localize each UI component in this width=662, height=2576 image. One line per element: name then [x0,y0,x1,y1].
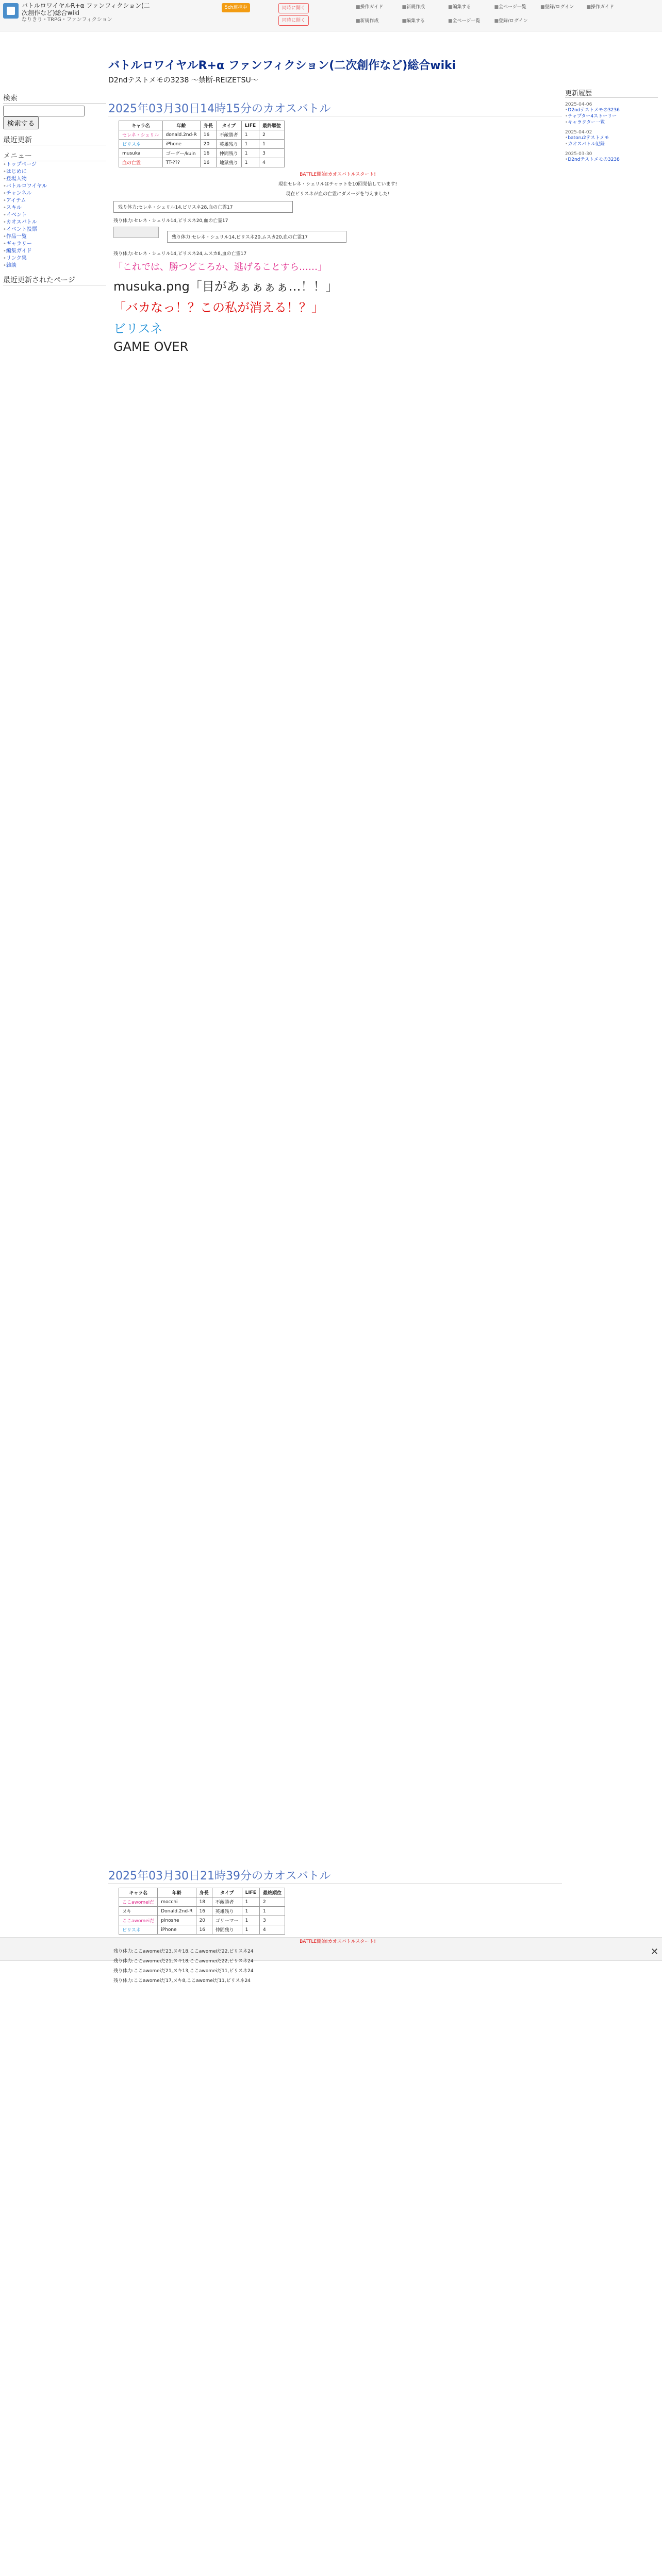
menu-item[interactable]: • カオスバトル [3,219,106,226]
table-row: ビリスネ iPhone 20 英雄残り 1 1 [119,140,285,149]
menu-item[interactable]: • バトルロワイヤル [3,183,106,190]
table-row: ここawomeiだ mocchi 18 不敵勝者 1 2 [119,1897,285,1907]
winner: ビリスネ [113,321,163,336]
menu-item[interactable]: • リンク集 [3,255,106,262]
menu-item[interactable]: • イベント投票 [3,226,106,233]
log-line: 現在ビリスネが血の亡霊にダメージを与えました! [286,192,390,197]
image-row [113,227,562,247]
game-over: GAME OVER [113,340,189,354]
menu-item[interactable]: • はじめに [3,168,106,176]
section-title: 2025年03月30日14時15分のカオスバトル [108,100,562,116]
recent-pages-header: 最近更新されたページ [3,275,106,285]
top-link[interactable]: ■ 登録/ログイン [540,3,585,10]
character-image [113,227,159,238]
recent-label: 最近更新 [3,134,106,145]
close-icon[interactable]: ✕ [651,1946,659,1957]
log-line: 現在セレネ・シェリルはチャットを10回発信しています! [278,182,398,187]
hp-line: 残り体力:ここawomeiだ17,ヌキ8,ここawomeiだ11,ビリスネ24 [113,1978,251,1984]
history-date: 2025-04-02 [565,130,592,135]
top-link[interactable]: ■ 新規作成 [356,17,400,24]
table-row: 血の亡霊 TT-??? 16 地獄残り 1 4 [119,158,285,167]
search-button[interactable]: 検索する [3,116,39,129]
left-sidebar [3,88,106,285]
history-item[interactable]: • カオスバトル記録 [565,141,658,147]
top-link[interactable]: ■ 操作ガイド [356,3,400,10]
hp-line: 残り体力:ここawomeiだ21,ヌキ18,ここawomeiだ22,ビリスネ24 [113,1959,254,1964]
event-box: 残り体力:セレネ・シェリル14,ビリスネ20,ムスカ20,血の亡霊17 [167,231,346,243]
site-title[interactable]: バトルロワイヤルR+α ファンフィクション(二次創作など)総合wiki なりきり・TRPG・ファンフィクション [22,2,150,23]
start-line: BATTLE開始!カオスバトルスタート! [300,172,376,177]
menu-item[interactable]: • ギャラリー [3,241,106,248]
hp-line: 残り体力:セレネ・シェリル14,ビリスネ24,ムスカ8,血の亡霊17 [113,251,247,257]
page-title: バトルロワイヤルR+α ファンフィクション(二次創作など)総合wiki [108,59,456,72]
menu-item[interactable]: • 登場人物 [3,176,106,183]
table-row: セレネ・シェリル donald.2nd-R 16 不敵勝者 1 2 [119,130,285,140]
hp-line: 残り体力:ここawomeiだ21,ヌキ13,ここawomeiだ11,ビリスネ24 [113,1969,254,1974]
battle-1 [108,98,562,357]
menu-item[interactable]: • スキル [3,205,106,212]
top-bar [0,0,662,31]
hp-line: 残り体力:セレネ・シェリル14,ビリスネ20,血の亡霊17 [113,218,228,224]
section-title: 2025年03月30日21時39分のカオスバトル [108,1867,562,1884]
table-row: musuka ゴーグー/kuin 16 仲間残り 1 3 [119,149,285,158]
battle-2 [108,1865,562,1987]
quote-line: 「これでは、勝つどころか、逃げることすら……」 [113,262,327,273]
table-row: ここawomeiだ pinoshe 20 ゴリーマー 1 3 [119,1916,285,1925]
table-row: ヌキ Donald.2nd-R 16 英雄残り 1 1 [119,1907,285,1916]
menu-item[interactable]: • アイテム [3,197,106,205]
history-date: 2025-04-06 [565,102,592,107]
main-content [108,57,562,85]
menu-item[interactable]: • 雑談 [3,262,106,269]
top-link[interactable]: ■ 編集する [402,17,446,24]
event-box: 残り体力:セレネ・シェリル14,ビリスネ28,血の亡霊17 [113,201,293,213]
menu-item[interactable]: • イベント [3,212,106,219]
open-button-1[interactable]: 同時に開く [278,3,309,13]
top-link[interactable]: ■ 登録/ログイン [494,17,539,24]
top-link[interactable]: ■ 操作ガイド [587,3,631,10]
history-item[interactable]: • D2ndテストメモの3238 [565,157,658,163]
character-table: キャラ名 年齢 身長 タイプ LIFE 最終順位 セレネ・シェリル donald.2nd-R 16 不敵勝者 1 2 ビリスネ iPhone 20 英雄残り 1 1 musuka ゴーグー/kuin 16 仲間残り 1 3 血の亡霊 TT-??? 16 地獄残り 1 4 [119,121,285,167]
quote-line: musuka.png「目があぁぁぁぁ…！！」 [113,279,338,294]
top-link[interactable]: ■ 全ページ一覧 [448,17,492,24]
site-logo[interactable] [3,3,19,19]
search-input[interactable] [3,106,85,116]
top-link[interactable]: ■ 新規作成 [402,3,446,10]
menu-item[interactable]: • 作品一覧 [3,233,106,241]
start-line: BATTLE開始!カオスバトルスタート! [300,1939,376,1944]
menu-item[interactable]: • チャンネル [3,190,106,197]
menu-item[interactable]: • 編集ガイド [3,248,106,255]
history-item[interactable]: • batoru2テストメモ [565,135,658,141]
history-header: 更新履歴 [565,88,658,98]
history-date: 2025-03-30 [565,151,592,157]
history-item[interactable]: • チャプター4ストーリー [565,113,658,120]
history-item[interactable]: • キャラクター一覧 [565,120,658,126]
top-link[interactable]: ■ 全ページ一覧 [494,3,539,10]
page-subtitle: D2ndテストメモの3238 〜禁断-REIZETSU〜 [108,76,258,84]
search-label: 検索 [3,93,106,104]
hp-line: 残り体力:ここawomeiだ23,ヌキ18,ここawomeiだ22,ビリスネ24 [113,1949,254,1954]
menu-header: メニュー [3,150,106,161]
quote-line: 「バカなっ！？この私が消える！？」 [113,300,324,315]
right-sidebar [565,88,658,163]
5ch-button[interactable]: 5ch連携中 [222,3,250,12]
menu-item[interactable]: • トップページ [3,161,106,168]
table-row: ビリスネ iPhone 16 仲間残り 1 4 [119,1925,285,1935]
history-item[interactable]: • D2ndテストメモの3236 [565,107,658,113]
top-link[interactable]: ■ 編集する [448,3,492,10]
open-button-2[interactable]: 同時に開く [278,15,309,26]
top-links [356,3,660,31]
character-table: キャラ名 年齢 身長 タイプ LIFE 最終順位 ここawomeiだ mocchi 18 不敵勝者 1 2 ヌキ Donald.2nd-R 16 英雄残り 1 1 ここawomeiだ pinoshe 20 ゴリーマー 1 3 ビリスネ iPhone 16 仲間残り 1 4 [119,1888,285,1935]
